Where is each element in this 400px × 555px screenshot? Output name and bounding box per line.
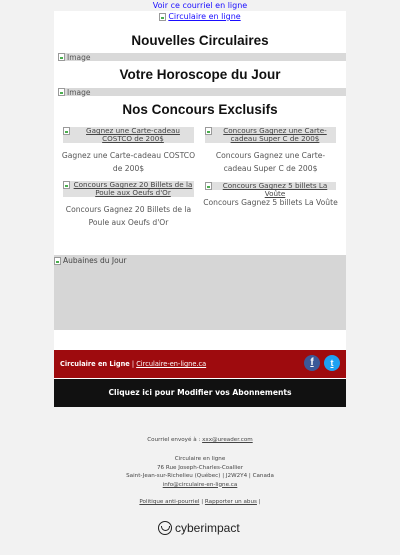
sent-to-line xyxy=(0,436,400,445)
org-name: Circulaire en ligne xyxy=(174,456,226,462)
contact-email-link[interactable]: info@circulaire-en-ligne.ca xyxy=(162,481,238,488)
email-container xyxy=(54,11,346,407)
contest-image-alt: Concours Gagnez 5 billets La Voûte xyxy=(222,181,328,198)
broken-image-icon xyxy=(205,182,212,190)
broken-image-icon xyxy=(63,181,70,189)
contest-caption-poule[interactable]: Concours Gagnez 20 Billets de la Poule aux Oeufs d'Or xyxy=(65,205,192,227)
broken-image-icon xyxy=(205,127,212,135)
twitter-icon[interactable]: t xyxy=(324,355,340,371)
manage-subscriptions-button[interactable]: Cliquez ici pour Modifier vos Abonnements xyxy=(54,379,346,407)
contest-image-voute[interactable] xyxy=(205,181,336,198)
footer-brand-link[interactable]: Circulaire-en-ligne.ca xyxy=(136,360,207,368)
address-line-2: Saint-Jean-sur-Richelieu (Québec) | J2W2Y4 | Canada xyxy=(126,473,274,479)
contest-caption-costco[interactable]: Gagnez une Carte-cadeau COSTCO de 200$ xyxy=(61,151,196,173)
broken-image-icon xyxy=(159,13,166,21)
circulars-image[interactable] xyxy=(58,53,346,61)
contest-image-alt: Concours Gagnez 20 Billets de la Poule aux Oeufs d'Or xyxy=(73,180,193,197)
legal-links xyxy=(0,498,400,507)
cyberimpact-logo-icon xyxy=(158,521,172,535)
broken-image-icon xyxy=(58,88,65,96)
daily-deals-alt-text: Aubaines du Jour xyxy=(63,256,127,265)
view-online-link[interactable]: Voir ce courriel en ligne xyxy=(152,1,248,10)
horoscope-heading: Votre Horoscope du Jour xyxy=(119,67,281,82)
contest-caption-superc[interactable]: Concours Gagnez une Carte-cadeau Super C de 200$ xyxy=(215,151,326,173)
cyberimpact-logo-text: cyberimpact xyxy=(175,521,240,535)
logo-alt-text: Circulaire en ligne xyxy=(168,12,241,21)
daily-deals-image[interactable] xyxy=(54,255,346,330)
address-line-1: 76 Rue Joseph-Charles-Coallier xyxy=(156,464,244,471)
contest-image-poule[interactable] xyxy=(63,181,194,197)
sent-to-email[interactable]: xxx@ureader.com xyxy=(202,437,253,443)
broken-image-icon xyxy=(54,257,61,265)
broken-image-icon xyxy=(58,53,65,61)
site-logo[interactable] xyxy=(54,12,346,21)
contest-image-superc[interactable] xyxy=(205,127,336,143)
footer-separator: | xyxy=(129,360,137,368)
org-address xyxy=(0,455,400,489)
footer-brand-bar xyxy=(54,350,346,378)
antispam-policy-link[interactable]: Politique anti-pourriel xyxy=(139,499,200,505)
contest-image-costco[interactable] xyxy=(63,127,194,143)
sent-to-label: Courriel envoyé à : xyxy=(147,437,203,443)
contest-caption-voute[interactable]: Concours Gagnez 5 billets La Voûte xyxy=(203,198,338,207)
contests-heading: Nos Concours Exclusifs xyxy=(122,102,278,117)
broken-image-icon xyxy=(63,127,70,135)
legal-pipe: | xyxy=(199,499,205,505)
image-alt-text: Image xyxy=(67,52,91,62)
facebook-icon[interactable]: f xyxy=(304,355,320,371)
contest-image-alt: Gagnez une Carte-cadeau COSTCO de 200$ xyxy=(86,126,180,143)
footer-brand-name: Circulaire en Ligne xyxy=(60,360,130,368)
daily-deals-alt-wrap xyxy=(54,256,127,265)
image-alt-text: Image xyxy=(67,87,91,97)
report-abuse-link[interactable]: Rapporter un abus xyxy=(204,499,257,505)
circulars-heading: Nouvelles Circulaires xyxy=(131,33,269,48)
cyberimpact-logo[interactable] xyxy=(158,520,248,536)
horoscope-image[interactable] xyxy=(58,88,346,96)
legal-trailing-pipe: | xyxy=(256,499,261,505)
footer-brand xyxy=(60,360,206,368)
contest-image-alt: Concours Gagnez une Carte-cadeau Super C de 200$ xyxy=(223,126,327,143)
